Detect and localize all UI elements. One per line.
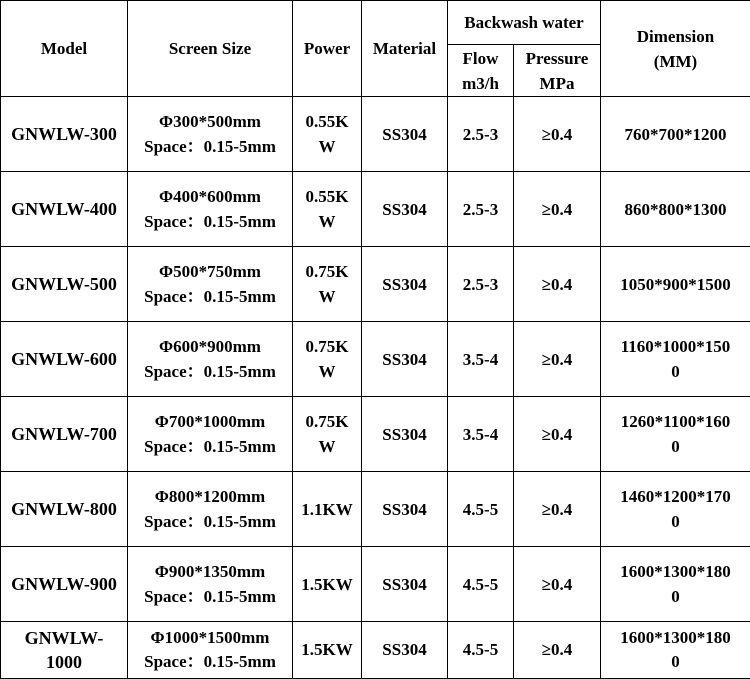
dimension-line1: 1600*1300*180 bbox=[603, 559, 748, 584]
power-cell bbox=[293, 97, 362, 172]
power-cell: 1.5KW bbox=[293, 622, 362, 679]
header-flow-line1: Flow bbox=[450, 46, 511, 71]
material-cell: SS304 bbox=[362, 547, 448, 622]
space-value: Space：0.15-5mm bbox=[130, 584, 290, 609]
power-cell bbox=[293, 397, 362, 472]
screen-size-value: Φ900*1350mm bbox=[130, 559, 290, 584]
header-screen-size: Screen Size bbox=[128, 1, 293, 97]
pressure-cell: ≥0.4 bbox=[514, 397, 601, 472]
model-line2: 1000 bbox=[3, 650, 125, 674]
pressure-cell: ≥0.4 bbox=[514, 622, 601, 679]
screen-size-value: Φ400*600mm bbox=[130, 184, 290, 209]
header-pressure bbox=[514, 45, 601, 97]
pressure-cell: ≥0.4 bbox=[514, 97, 601, 172]
material-cell: SS304 bbox=[362, 472, 448, 547]
screen-size-cell bbox=[128, 172, 293, 247]
flow-cell: 2.5-3 bbox=[448, 97, 514, 172]
screen-size-cell bbox=[128, 547, 293, 622]
model-line1: GNWLW- bbox=[3, 626, 125, 650]
dimension-cell bbox=[601, 472, 750, 547]
flow-cell: 2.5-3 bbox=[448, 247, 514, 322]
dimension-line1: 1160*1000*150 bbox=[603, 334, 748, 359]
material-cell: SS304 bbox=[362, 397, 448, 472]
power-line1: 0.55K bbox=[295, 184, 359, 209]
dimension-cell bbox=[601, 622, 750, 679]
header-backwash-water: Backwash water bbox=[448, 1, 601, 45]
screen-size-cell bbox=[128, 472, 293, 547]
dimension-line2: 0 bbox=[603, 509, 748, 534]
power-cell bbox=[293, 322, 362, 397]
screen-size-cell bbox=[128, 247, 293, 322]
power-line1: 0.55K bbox=[295, 109, 359, 134]
dimension-cell bbox=[601, 97, 750, 172]
model-cell: GNWLW-400 bbox=[1, 172, 128, 247]
table-row bbox=[1, 97, 750, 172]
power-line2: W bbox=[295, 134, 359, 159]
screen-size-value: Φ600*900mm bbox=[130, 334, 290, 359]
screen-size-cell bbox=[128, 397, 293, 472]
screen-size-value: Φ700*1000mm bbox=[130, 409, 290, 434]
power-line1: 0.75K bbox=[295, 259, 359, 284]
table-row bbox=[1, 247, 750, 322]
screen-size-value: Φ300*500mm bbox=[130, 109, 290, 134]
dimension-line2: 0 bbox=[603, 359, 748, 384]
screen-size-value: Φ500*750mm bbox=[130, 259, 290, 284]
material-cell: SS304 bbox=[362, 322, 448, 397]
dimension-line1: 760*700*1200 bbox=[603, 122, 748, 147]
power-line2: W bbox=[295, 359, 359, 384]
pressure-cell: ≥0.4 bbox=[514, 322, 601, 397]
model-cell: GNWLW-300 bbox=[1, 97, 128, 172]
dimension-line2: 0 bbox=[603, 584, 748, 609]
power-cell: 1.1KW bbox=[293, 472, 362, 547]
pressure-cell: ≥0.4 bbox=[514, 172, 601, 247]
material-cell: SS304 bbox=[362, 172, 448, 247]
space-value: Space：0.15-5mm bbox=[130, 509, 290, 534]
model-cell: GNWLW-500 bbox=[1, 247, 128, 322]
table-row bbox=[1, 472, 750, 547]
flow-cell: 3.5-4 bbox=[448, 397, 514, 472]
pressure-cell: ≥0.4 bbox=[514, 547, 601, 622]
header-dimension bbox=[601, 1, 750, 97]
header-dimension-line2: (MM) bbox=[603, 49, 748, 74]
header-material: Material bbox=[362, 1, 448, 97]
dimension-cell bbox=[601, 322, 750, 397]
dimension-line1: 1600*1300*180 bbox=[603, 626, 748, 650]
power-line1: 0.75K bbox=[295, 409, 359, 434]
power-line2: W bbox=[295, 209, 359, 234]
power-line1: 0.75K bbox=[295, 334, 359, 359]
model-cell bbox=[1, 622, 128, 679]
flow-cell: 3.5-4 bbox=[448, 322, 514, 397]
header-dimension-line1: Dimension bbox=[603, 24, 748, 49]
power-cell: 1.5KW bbox=[293, 547, 362, 622]
material-cell: SS304 bbox=[362, 97, 448, 172]
material-cell: SS304 bbox=[362, 247, 448, 322]
dimension-line2: 0 bbox=[603, 650, 748, 674]
model-cell: GNWLW-600 bbox=[1, 322, 128, 397]
header-power: Power bbox=[293, 1, 362, 97]
power-cell bbox=[293, 247, 362, 322]
table-row bbox=[1, 547, 750, 622]
screen-size-value: Φ800*1200mm bbox=[130, 484, 290, 509]
header-row-top bbox=[1, 1, 750, 45]
space-value: Space：0.15-5mm bbox=[130, 209, 290, 234]
dimension-cell bbox=[601, 397, 750, 472]
flow-cell: 2.5-3 bbox=[448, 172, 514, 247]
model-cell: GNWLW-800 bbox=[1, 472, 128, 547]
power-line2: W bbox=[295, 434, 359, 459]
dimension-cell bbox=[601, 547, 750, 622]
flow-cell: 4.5-5 bbox=[448, 472, 514, 547]
screen-size-cell bbox=[128, 97, 293, 172]
pressure-cell: ≥0.4 bbox=[514, 472, 601, 547]
pressure-cell: ≥0.4 bbox=[514, 247, 601, 322]
header-pressure-line2: MPa bbox=[516, 71, 598, 96]
header-flow bbox=[448, 45, 514, 97]
material-cell: SS304 bbox=[362, 622, 448, 679]
space-value: Space：0.15-5mm bbox=[130, 134, 290, 159]
model-cell: GNWLW-700 bbox=[1, 397, 128, 472]
dimension-cell bbox=[601, 172, 750, 247]
header-pressure-line1: Pressure bbox=[516, 46, 598, 71]
screen-size-cell bbox=[128, 322, 293, 397]
dimension-cell bbox=[601, 247, 750, 322]
dimension-line1: 1460*1200*170 bbox=[603, 484, 748, 509]
space-value: Space：0.15-5mm bbox=[130, 434, 290, 459]
dimension-line2: 0 bbox=[603, 434, 748, 459]
model-cell: GNWLW-900 bbox=[1, 547, 128, 622]
table-row bbox=[1, 397, 750, 472]
power-cell bbox=[293, 172, 362, 247]
screen-size-value: Φ1000*1500mm bbox=[130, 626, 290, 650]
space-value: Space：0.15-5mm bbox=[130, 650, 290, 674]
flow-cell: 4.5-5 bbox=[448, 622, 514, 679]
dimension-line1: 1050*900*1500 bbox=[603, 272, 748, 297]
header-flow-line2: m3/h bbox=[450, 71, 511, 96]
table-row bbox=[1, 322, 750, 397]
table-row bbox=[1, 172, 750, 247]
dimension-line1: 1260*1100*160 bbox=[603, 409, 748, 434]
header-model: Model bbox=[1, 1, 128, 97]
table-row bbox=[1, 622, 750, 679]
power-line2: W bbox=[295, 284, 359, 309]
screen-size-cell bbox=[128, 622, 293, 679]
space-value: Space：0.15-5mm bbox=[130, 359, 290, 384]
space-value: Space：0.15-5mm bbox=[130, 284, 290, 309]
flow-cell: 4.5-5 bbox=[448, 547, 514, 622]
dimension-line1: 860*800*1300 bbox=[603, 197, 748, 222]
